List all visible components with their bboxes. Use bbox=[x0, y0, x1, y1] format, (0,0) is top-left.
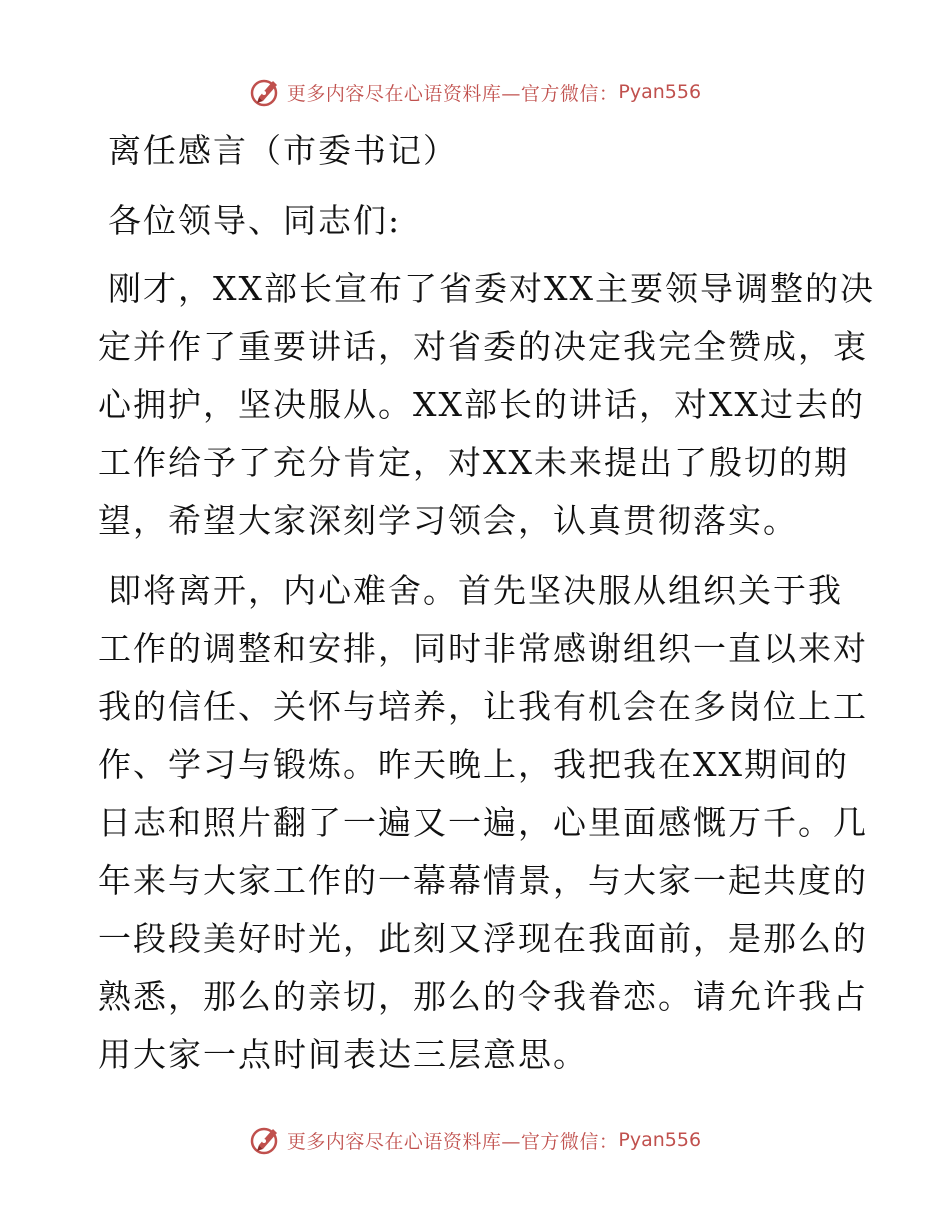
paragraph-line: 年来与大家工作的一幕幕情景，与大家一起共度的 bbox=[98, 861, 868, 900]
paragraph-line: 工作的调整和安排，同时非常感谢组织一直以来对 bbox=[98, 629, 868, 668]
paragraph-line: 熟悉，那么的亲切，那么的令我眷恋。请允许我占 bbox=[98, 977, 868, 1016]
banner-wechat-id: Pyan556 bbox=[618, 81, 702, 103]
paragraph-line: 刚才，XX部长宣布了省委对XX主要领导调整的决 bbox=[108, 269, 875, 308]
paragraph-line: 我的信任、关怀与培养，让我有机会在多岗位上工 bbox=[98, 687, 868, 726]
footer-watermark-banner bbox=[0, 1120, 950, 1160]
banner-text: 更多内容尽在心语资料库—官方微信： bbox=[286, 1130, 619, 1153]
document-title: 离任感言（市委书记） bbox=[108, 131, 458, 170]
paragraph-line: 望，希望大家深刻学习领会，认真贯彻落实。 bbox=[98, 501, 798, 540]
paragraph-line: 心拥护，坚决服从。XX部长的讲话，对XX过去的 bbox=[98, 385, 865, 424]
banner-text: 更多内容尽在心语资料库—官方微信： bbox=[286, 82, 619, 105]
pen-nib-circle-icon bbox=[249, 1123, 283, 1157]
paragraph-line: 定并作了重要讲话，对省委的决定我完全赞成，衷 bbox=[98, 327, 868, 366]
pen-nib-circle-icon bbox=[249, 75, 283, 109]
banner-wechat-id: Pyan556 bbox=[618, 1129, 702, 1151]
paragraph-line: 作、学习与锻炼。昨天晚上，我把我在XX期间的 bbox=[98, 745, 849, 784]
greeting: 各位领导、同志们: bbox=[108, 201, 402, 240]
paragraph-line: 即将离开，内心难舍。首先坚决服从组织关于我 bbox=[108, 571, 843, 610]
paragraph-line: 用大家一点时间表达三层意思。 bbox=[98, 1035, 588, 1074]
paragraph-line: 工作给予了充分肯定，对XX未来提出了殷切的期 bbox=[98, 443, 849, 482]
paragraph-1 bbox=[98, 260, 875, 550]
header-watermark-banner bbox=[0, 72, 950, 112]
document-body bbox=[98, 122, 875, 1084]
paragraph-line: 日志和照片翻了一遍又一遍，心里面感慨万千。几 bbox=[98, 803, 868, 842]
paragraph-line: 一段段美好时光，此刻又浮现在我面前，是那么的 bbox=[98, 919, 868, 958]
paragraph-2 bbox=[98, 562, 868, 1084]
